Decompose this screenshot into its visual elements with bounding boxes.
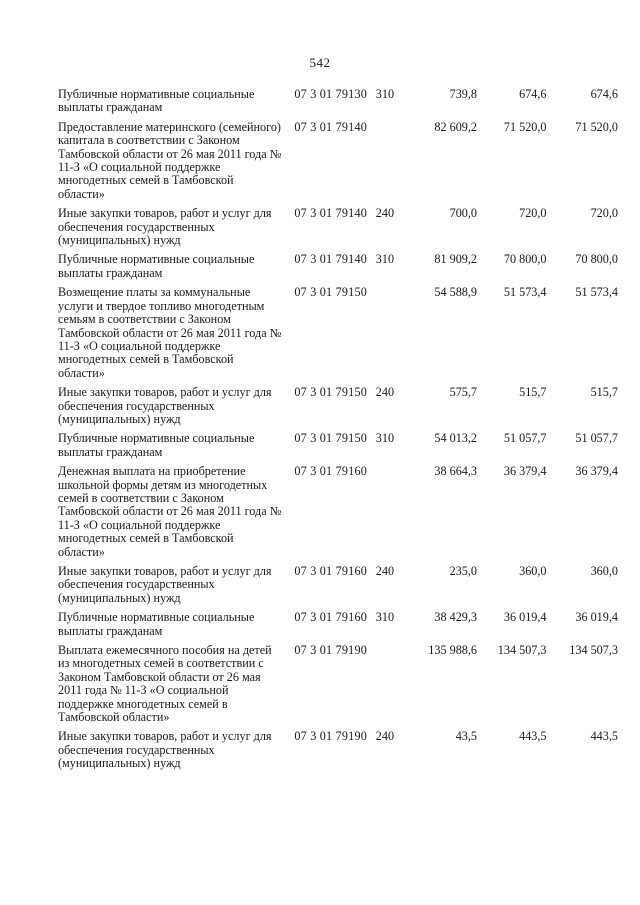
amount-year-1: 739,8 (449, 87, 478, 101)
amount-year-3: 134 507,3 (569, 643, 618, 658)
classification-code: 07 3 01 79130 (294, 87, 368, 101)
table-row (58, 565, 618, 605)
row-description: Публичные нормативные социальные выплаты гражданам (58, 252, 255, 280)
table-row (58, 286, 618, 380)
amount-year-2: 360,0 (519, 564, 547, 578)
table-row (58, 207, 618, 247)
table-row (58, 386, 618, 426)
amount-year-1: 575,7 (449, 385, 478, 400)
amount-year-3: 36 019,4 (575, 610, 618, 625)
classification-code: 07 3 01 79150 (294, 285, 368, 300)
amount-year-3: 70 800,0 (575, 252, 618, 267)
table-row (58, 432, 618, 459)
amount-year-2: 134 507,3 (497, 643, 547, 658)
amount-year-2: 51 573,4 (503, 285, 547, 300)
row-description: Публичные нормативные социальные выплаты гражданам (58, 87, 255, 115)
table-row (58, 88, 618, 115)
expense-type-code: 240 (375, 385, 395, 400)
classification-code: 07 3 01 79140 (294, 119, 368, 134)
row-description: Иные закупки товаров, работ и услуг для обеспечения государственных (муниципальных) нужд (58, 385, 272, 426)
classification-code: 07 3 01 79140 (294, 206, 368, 221)
budget-table (58, 88, 618, 777)
expense-type-code: 310 (375, 87, 395, 101)
table-row (58, 611, 618, 638)
amount-year-2: 515,7 (519, 385, 547, 400)
row-description: Публичные нормативные социальные выплаты гражданам (58, 610, 255, 638)
amount-year-1: 235,0 (449, 564, 478, 578)
row-description: Возмещение платы за коммунальные услуги и твердое топливо многодетным семьям в соответствии с Законом Тамбовской области от 26 мая 2011 года № 11-З «О социальной поддержке многодетных семей в Тамбовской области» (58, 285, 282, 380)
amount-year-3: 674,6 (590, 87, 618, 101)
amount-year-2: 70 800,0 (503, 252, 547, 267)
row-description: Выплата ежемесячного пособия на детей из многодетных семей в соответствии с Законом Тамбовской области от 26 мая 2011 года № 11-З «О социальной поддержке многодетных семей в Тамбовской области» (58, 643, 272, 725)
table-row (58, 465, 618, 559)
expense-type-code: 240 (375, 729, 395, 744)
amount-year-1: 81 909,2 (434, 252, 478, 267)
classification-code: 07 3 01 79190 (294, 643, 368, 658)
classification-code: 07 3 01 79140 (294, 252, 368, 267)
amount-year-1: 82 609,2 (434, 119, 478, 134)
amount-year-3: 443,5 (590, 729, 618, 744)
amount-year-1: 38 664,3 (434, 464, 478, 479)
amount-year-3: 51 573,4 (575, 285, 618, 300)
amount-year-1: 38 429,3 (434, 610, 478, 625)
amount-year-2: 36 379,4 (503, 464, 547, 479)
amount-year-3: 360,0 (590, 564, 618, 578)
amount-year-1: 43,5 (455, 729, 478, 744)
page-number: 542 (309, 55, 331, 70)
amount-year-1: 700,0 (449, 206, 478, 221)
amount-year-2: 71 520,0 (503, 119, 547, 134)
amount-year-1: 54 013,2 (434, 431, 478, 446)
expense-type-code: 310 (375, 252, 395, 267)
amount-year-3: 36 379,4 (575, 464, 618, 479)
classification-code: 07 3 01 79190 (294, 729, 368, 744)
row-description: Иные закупки товаров, работ и услуг для обеспечения государственных (муниципальных) нужд (58, 729, 272, 771)
expense-type-code: 310 (375, 610, 395, 625)
amount-year-2: 51 057,7 (503, 431, 547, 446)
expense-type-code: 240 (375, 206, 395, 221)
classification-code: 07 3 01 79160 (294, 564, 368, 578)
amount-year-2: 36 019,4 (503, 610, 547, 625)
row-description: Иные закупки товаров, работ и услуг для обеспечения государственных (муниципальных) нужд (58, 206, 272, 248)
amount-year-2: 674,6 (519, 87, 547, 101)
expense-type-code: 310 (375, 431, 395, 446)
classification-code: 07 3 01 79150 (294, 385, 368, 400)
table-row (58, 121, 618, 201)
amount-year-3: 51 057,7 (575, 431, 618, 446)
row-description: Публичные нормативные социальные выплаты гражданам (58, 431, 255, 459)
row-description: Денежная выплата на приобретение школьной формы детям из многодетных семей в соответствии с Законом Тамбовской области от 26 мая 2011 года № 11-З «О социальной поддержке многодетных семей в Тамбовской области» (58, 464, 282, 559)
table-row (58, 644, 618, 724)
row-description: Иные закупки товаров, работ и услуг для обеспечения государственных (муниципальных) нужд (58, 564, 272, 605)
amount-year-3: 515,7 (590, 385, 618, 400)
amount-year-2: 443,5 (519, 729, 547, 744)
classification-code: 07 3 01 79150 (294, 431, 368, 446)
amount-year-3: 71 520,0 (575, 119, 618, 134)
table-row (58, 253, 618, 280)
row-description: Предоставление материнского (семейного) капитала в соответствии с Законом Тамбовской области от 26 мая 2011 года № 11-З «О социальной поддержке многодетных семей в Тамбовской области» (58, 119, 282, 201)
expense-type-code: 240 (375, 564, 395, 578)
table-row (58, 730, 618, 770)
classification-code: 07 3 01 79160 (294, 464, 368, 479)
amount-year-1: 54 588,9 (434, 285, 478, 300)
classification-code: 07 3 01 79160 (294, 610, 368, 625)
amount-year-3: 720,0 (590, 206, 618, 221)
amount-year-1: 135 988,6 (428, 643, 478, 658)
amount-year-2: 720,0 (519, 206, 547, 221)
